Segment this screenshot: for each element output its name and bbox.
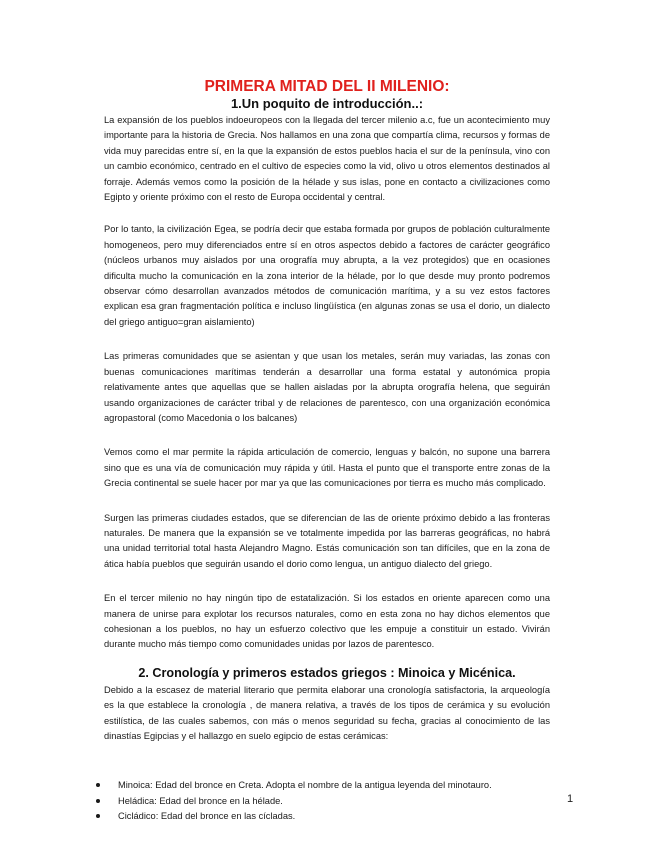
bullet-icon: [96, 814, 100, 818]
page-number: 1: [567, 793, 574, 805]
list-item-text: Minoica: Edad del bronce en Creta. Adopta el nombre de la antigua leyenda del minotauro.: [118, 780, 492, 791]
paragraph: Surgen las primeras ciudades estados, que se diferencian de las de oriente próximo debido a las fronteras naturales. De manera que la expansión se ve totalmente impedida por las barreras geográficas, no habrá una unidad territorial total hasta Alejandro Magno. Estás comunicación son tan difíciles, que en la zona de ática había pueblos que seguirán usando el dorio como lengua, un antiguo dialecto del griego.: [104, 512, 550, 569]
section-heading-chronology: 2. Cronología y primeros estados griegos : Minoica y Micénica.: [138, 665, 516, 680]
paragraph: En el tercer milenio no hay ningún tipo de estatalización. Si los estados en oriente aparecen como una manera de unirse para explotar los recursos naturales, como en esta zona no hay dichos elementos que cohesionan a los pueblos, no hay un esfuerzo colectivo que les empuje a constituir un estado. Vivirán durante mucho más tiempo como comunidades unidas por lazos de parentesco.: [104, 593, 550, 650]
bullet-icon: [96, 799, 100, 803]
paragraph: La expansión de los pueblos indoeuropeos con la llegada del tercer milenio a.c, fue un acontecimiento muy importante para la historia de Grecia. Nos hallamos en una zona que compartía clima, recursos y formas de vida muy parecidas entre sí, en la que la expansión de estos pueblos hacia el sur de la península, vino con un cambio económico, centrado en el cultivo de especies como la vid, olivo u otros elementos destinados al forraje. Además vemos como la posición de la hélade y sus islas, pone en contacto a civilizaciones como Egipto y oriente próximo con el resto de Europa occidental y central.: [104, 115, 550, 203]
list-item-text: Heládica: Edad del bronce en la hélade.: [118, 795, 283, 806]
bullet-icon: [96, 783, 100, 787]
paragraph: Vemos como el mar permite la rápida articulación de comercio, lenguas y balcón, no supone una barrera sino que es una vía de comunicación muy rápida y útil. Hasta el punto que el transporte entre zonas de la Grecia continental se suele hacer por mar ya que las comunicaciones por tierra es mucho más complicado.: [104, 447, 550, 489]
page-title: PRIMERA MITAD DEL II MILENIO:: [204, 78, 450, 95]
document-page: [104, 78, 550, 824]
section-heading-introduction: 1.Un poquito de introducción..:: [230, 96, 424, 111]
list-item: [104, 794, 550, 809]
paragraph: Las primeras comunidades que se asientan y que usan los metales, serán muy variadas, las zonas con buenas comunicaciones marítimas tenderán a desarrollar una forma estatal y autonómica propia relativamente antes que aquellas que se hallen aisladas por la abrupta orografía helena, que seguirán usando organizaciones de carácter tribal y de relaciones de parentesco, con una organización económica agropastoral (como Macedonia o los balcanes): [104, 351, 550, 423]
list-item-text: Cicládico: Edad del bronce en las cícladas.: [118, 810, 296, 821]
list-item: [104, 809, 550, 824]
bullet-list: [104, 778, 550, 824]
paragraph: Debido a la escasez de material literario que permita elaborar una cronología satisfactoria, la arqueología es la que establece la cronología , de manera relativa, a través de los tipos de cerámica y su evolución estilística, de las cuales sabemos, con más o menos seguridad su fecha, gracias al conocimiento de las dinastías Egipcias y el hallazgo en suelo egipcio de estas cerámicas:: [104, 684, 550, 741]
list-item: [104, 778, 550, 793]
paragraph: Por lo tanto, la civilización Egea, se podría decir que estaba formada por grupos de población culturalmente homogeneos, pero muy diferenciados entre sí en otros aspectos debido a factores de carácter geográfico (núcleos urbanos muy aislados por una orografía muy abrupta, a la vez protegidos) que en ocasiones dificulta mucho la comunicación en la zona interior de la hélade, por lo que desde muy pronto podremos observar cómo desarrollan avanzados métodos de comunicación marítima, y a su vez estos factores explican esa gran fragmentación política e incluso lingüística (en algunas zonas se usa el dorio, un dialecto del griego antiguo=gran aislamiento): [104, 224, 550, 327]
